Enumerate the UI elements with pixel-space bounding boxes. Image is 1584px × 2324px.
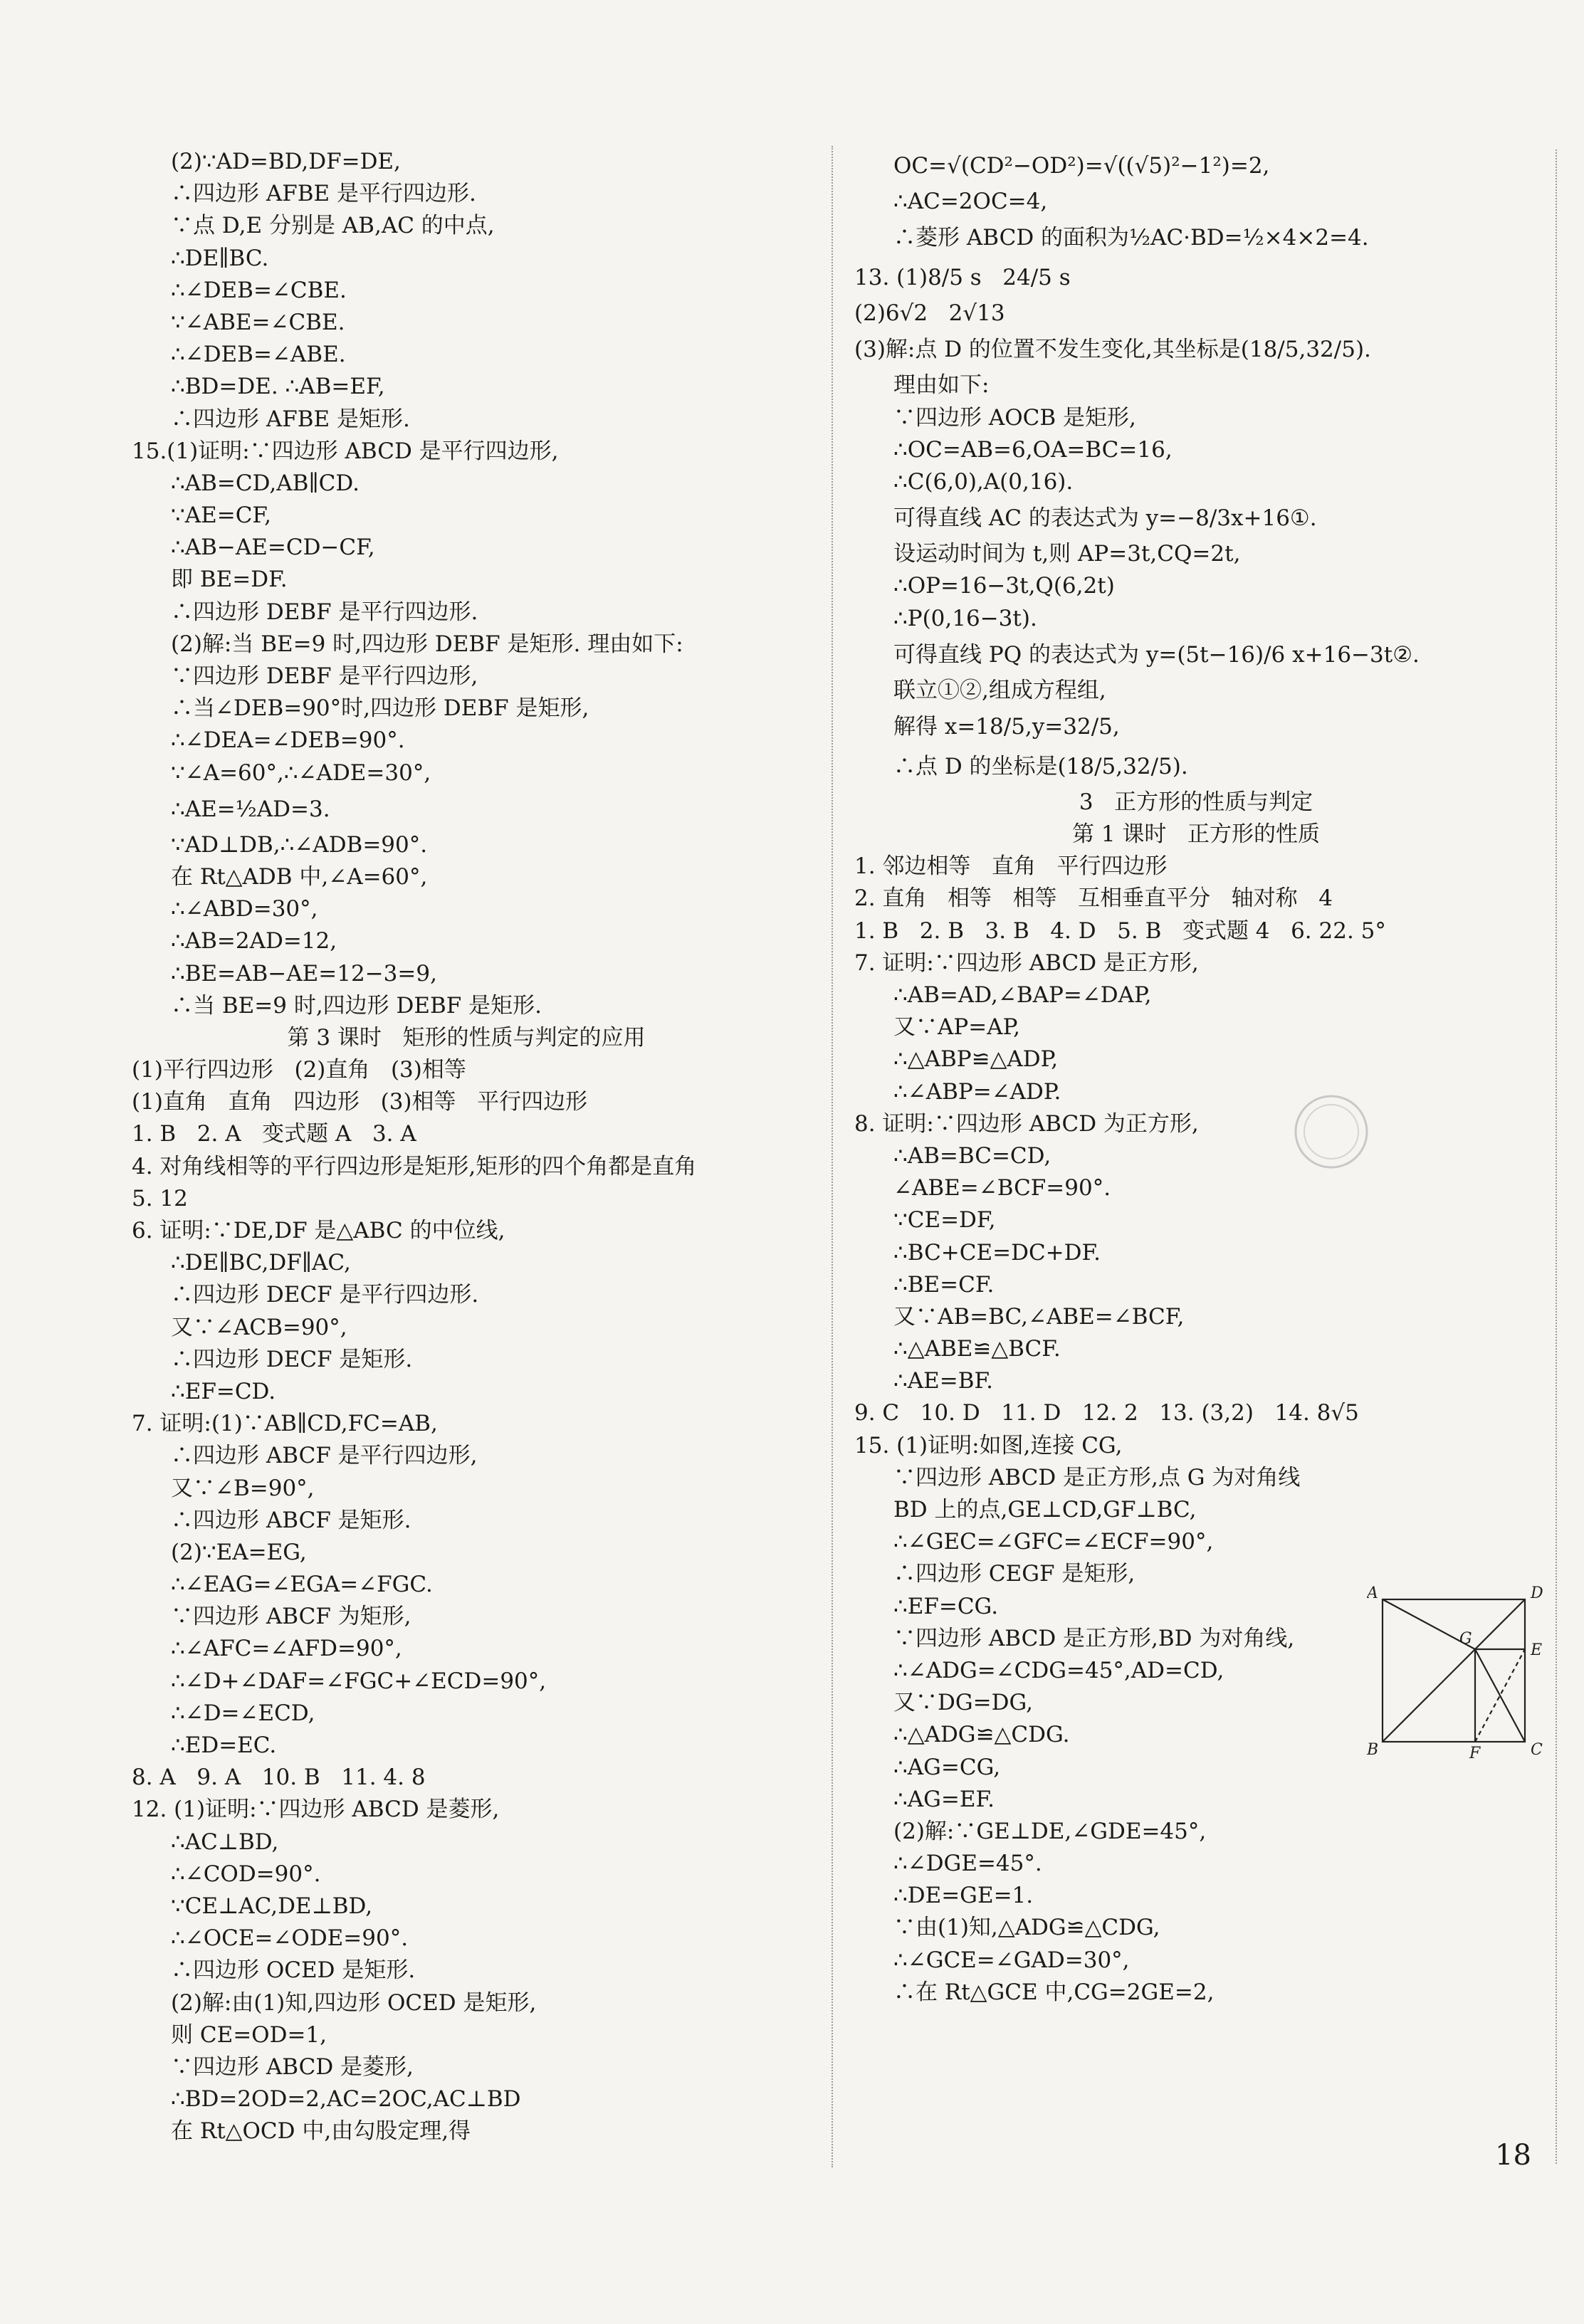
text-line: ∴BD=2OD=2,AC=2OC,AC⊥BD <box>171 2086 521 2113</box>
text-line: ∴AC=2OC=4, <box>893 189 1048 214</box>
text-line: ∴AE=½AD=3. <box>171 796 330 822</box>
text-line: ∴四边形 AFBE 是矩形. <box>171 406 410 432</box>
text-line: (2)解:∵GE⊥DE,∠GDE=45°, <box>893 1818 1207 1844</box>
text-line: ∴四边形 DECF 是矩形. <box>171 1346 413 1372</box>
text-line: ∴AB=BC=CD, <box>893 1142 1051 1169</box>
text-line: ∴BC+CE=DC+DF. <box>893 1239 1101 1266</box>
text-line: 在 Rt△ADB 中,∠A=60°, <box>171 863 428 890</box>
text-line: ∴四边形 ABCF 是平行四边形, <box>171 1443 478 1469</box>
square-geometry-figure <box>1367 1584 1545 1758</box>
text-line: (2)∵EA=EG, <box>171 1539 307 1565</box>
text-line: ∴AB=AD,∠BAP=∠DAP, <box>893 982 1152 1008</box>
text-line: ∴当∠DEB=90°时,四边形 DEBF 是矩形, <box>171 695 589 722</box>
text-line: 即 BE=DF. <box>171 567 288 593</box>
text-line: ∵四边形 ABCD 是菱形, <box>171 2054 414 2080</box>
text-line: ∵∠ABE=∠CBE. <box>171 309 345 335</box>
text-line: ∵四边形 DEBF 是平行四边形, <box>171 663 478 689</box>
text-line: 解得 x=18/5,y=32/5, <box>893 713 1120 740</box>
text-line: ∵四边形 ABCF 为矩形, <box>171 1604 411 1630</box>
text-line: (3)解:点 D 的位置不发生变化,其坐标是(18/5,32/5). <box>854 337 1371 363</box>
text-line: ∴AG=EF. <box>893 1786 995 1812</box>
text-line: 15.(1)证明:∵四边形 ABCD 是平行四边形, <box>132 438 559 464</box>
text-line: ∵AD⊥DB,∴∠ADB=90°. <box>171 831 428 858</box>
column-divider <box>832 146 833 2167</box>
text-line: ∴DE∥BC,DF∥AC, <box>171 1250 351 1276</box>
text-line: ∴P(0,16−3t). <box>893 605 1037 631</box>
text-line: ∴四边形 DECF 是平行四边形. <box>171 1282 479 1308</box>
text-line: ∴△ADG≌△CDG. <box>893 1722 1070 1748</box>
label-d: D <box>1531 1584 1543 1602</box>
right-edge-divider <box>1556 149 1557 2164</box>
text-line: ∴∠ABP=∠ADP. <box>893 1078 1061 1105</box>
text-line: ∴DE=GE=1. <box>893 1883 1034 1909</box>
text-line: ∴C(6,0),A(0,16). <box>893 468 1074 495</box>
text-line: 又∵∠ACB=90°, <box>171 1314 347 1340</box>
text-line: 又∵AB=BC,∠ABE=∠BCF, <box>893 1303 1185 1330</box>
text-line: ∴∠DEB=∠ABE. <box>171 342 346 368</box>
label-f: F <box>1469 1745 1481 1758</box>
text-line: 设运动时间为 t,则 AP=3t,CQ=2t, <box>893 541 1241 567</box>
text-line: ∴四边形 AFBE 是平行四边形. <box>171 181 476 207</box>
text-line: (1)直角 直角 四边形 (3)相等 平行四边形 <box>132 1089 588 1115</box>
text-line: ∴EF=CD. <box>171 1378 276 1404</box>
text-line: ∴ED=EC. <box>171 1733 277 1758</box>
text-line: 则 CE=OD=1, <box>171 2021 327 2048</box>
text-line: ∴四边形 OCED 是矩形. <box>171 1957 416 1984</box>
text-line: ∴AE=BF. <box>893 1368 994 1394</box>
text-line: 6. 证明:∵DE,DF 是△ABC 的中位线, <box>132 1218 505 1244</box>
text-line: ∴∠ADG=∠CDG=45°,AD=CD, <box>893 1657 1224 1683</box>
text-line: 可得直线 AC 的表达式为 y=−8/3x+16①. <box>893 505 1317 532</box>
text-line: ∴在 Rt△GCE 中,CG=2GE=2, <box>893 1979 1215 2005</box>
text-line: ∴∠AFC=∠AFD=90°, <box>171 1636 402 1662</box>
text-line: 可得直线 PQ 的表达式为 y=(5t−16)/6 x+16−3t②. <box>893 641 1420 668</box>
text-line: ∴∠DEA=∠DEB=90°. <box>171 727 405 754</box>
text-line: 理由如下: <box>893 372 990 399</box>
text-line: 在 Rt△OCD 中,由勾股定理,得 <box>171 2118 471 2145</box>
text-line: 15. (1)证明:如图,连接 CG, <box>854 1432 1123 1458</box>
text-line: 8. 证明:∵四边形 ABCD 为正方形, <box>854 1110 1199 1137</box>
text-line: ∴BD=DE. ∴AB=EF, <box>171 374 385 400</box>
text-line: 1. B 2. A 变式题 A 3. A <box>132 1121 416 1147</box>
text-line: ∵CE⊥AC,DE⊥BD, <box>171 1893 373 1919</box>
text-line: ∴∠EAG=∠EGA=∠FGC. <box>171 1572 433 1598</box>
text-line: ∴AB=2AD=12, <box>171 928 337 955</box>
text-line: ∴四边形 CEGF 是矩形, <box>893 1561 1135 1587</box>
text-line: ∴∠D+∠DAF=∠FGC+∠ECD=90°, <box>171 1668 547 1694</box>
text-line: 12. (1)证明:∵四边形 ABCD 是菱形, <box>132 1797 500 1823</box>
text-line: ∵点 D,E 分别是 AB,AC 的中点, <box>171 213 495 239</box>
text-line: 1. B 2. B 3. B 4. D 5. B 变式题 4 6. 22. 5° <box>854 917 1386 944</box>
text-line: 又∵∠B=90°, <box>171 1475 315 1501</box>
text-line: 4. 对角线相等的平行四边形是矩形,矩形的四个角都是直角 <box>132 1153 697 1179</box>
text-line: ∴菱形 ABCD 的面积为½AC·BD=½×4×2=4. <box>893 225 1369 251</box>
text-line: ∴AG=CG, <box>893 1754 1001 1780</box>
text-line: ∴∠D=∠ECD, <box>171 1700 315 1726</box>
text-line: 联立①②,组成方程组, <box>893 677 1106 703</box>
text-line: ∴AB=CD,AB∥CD. <box>171 470 360 496</box>
text-line: (2)解:当 BE=9 时,四边形 DEBF 是矩形. 理由如下: <box>171 631 683 657</box>
text-line: 7. 证明:(1)∵AB∥CD,FC=AB, <box>132 1411 438 1437</box>
text-line: 第 1 课时 正方形的性质 <box>1072 821 1320 848</box>
text-line: 7. 证明:∵四边形 ABCD 是正方形, <box>854 950 1199 976</box>
text-line: ∴BE=AB−AE=12−3=9, <box>171 960 437 987</box>
page-number: 18 <box>1495 2139 1531 2172</box>
text-line: ∴EF=CG. <box>893 1593 999 1619</box>
text-line: ∴AC⊥BD, <box>171 1829 279 1855</box>
text-line: BD 上的点,GE⊥CD,GF⊥BC, <box>893 1497 1197 1523</box>
text-line: ∴OP=16−3t,Q(6,2t) <box>893 573 1115 599</box>
diagonal-bd <box>1383 1599 1525 1742</box>
text-line: ∴∠ABD=30°, <box>171 896 318 922</box>
stamp-watermark <box>1289 1089 1374 1174</box>
text-line: ∴DE∥BC. <box>171 245 269 271</box>
text-line: ∠ABE=∠BCF=90°. <box>893 1175 1111 1202</box>
label-c: C <box>1531 1741 1543 1758</box>
text-line: 5. 12 <box>132 1185 188 1211</box>
text-line: (2)6√2 2√13 <box>854 300 1005 327</box>
text-line: ∵∠A=60°,∴∠ADE=30°, <box>171 759 431 786</box>
text-line: 8. A 9. A 10. B 11. 4. 8 <box>132 1765 426 1791</box>
text-line: ∴△ABE≌△BCF. <box>893 1336 1061 1362</box>
text-line: 又∵AP=AP, <box>893 1014 1021 1041</box>
text-line: ∴四边形 ABCF 是矩形. <box>171 1507 411 1533</box>
text-line: ∵AE=CF, <box>171 503 271 529</box>
text-line: ∴∠GCE=∠GAD=30°, <box>893 1947 1130 1973</box>
text-line: 1. 邻边相等 直角 平行四边形 <box>854 853 1168 880</box>
label-a: A <box>1367 1584 1378 1602</box>
label-g: G <box>1459 1630 1472 1648</box>
text-line: ∵四边形 ABCD 是正方形,点 G 为对角线 <box>893 1464 1301 1490</box>
text-line: ∴△ABP≌△ADP, <box>893 1046 1059 1073</box>
text-line: ∵四边形 ABCD 是正方形,BD 为对角线, <box>893 1625 1295 1651</box>
text-line: (1)平行四边形 (2)直角 (3)相等 <box>132 1057 466 1083</box>
text-line: ∴∠DEB=∠CBE. <box>171 277 347 303</box>
label-b: B <box>1367 1741 1379 1758</box>
text-line: ∴∠GEC=∠GFC=∠ECF=90°, <box>893 1529 1214 1555</box>
text-line: ∵CE=DF, <box>893 1207 996 1234</box>
text-line: ∵四边形 AOCB 是矩形, <box>893 404 1136 431</box>
text-line: ∴∠COD=90°. <box>171 1861 321 1887</box>
text-line: 3 正方形的性质与判定 <box>1079 789 1313 815</box>
text-line: (2)解:由(1)知,四边形 OCED 是矩形, <box>171 1989 537 2016</box>
text-line: ∴∠DGE=45°. <box>893 1851 1042 1877</box>
text-line: 9. C 10. D 11. D 12. 2 13. (3,2) 14. 8√5 <box>854 1400 1359 1426</box>
label-e: E <box>1531 1641 1543 1659</box>
text-line: ∴∠OCE=∠ODE=90°. <box>171 1925 409 1952</box>
text-line: ∴点 D 的坐标是(18/5,32/5). <box>893 753 1188 779</box>
text-line: ∴OC=AB=6,OA=BC=16, <box>893 436 1173 463</box>
text-line: 第 3 课时 矩形的性质与判定的应用 <box>287 1024 646 1051</box>
text-line: ∴四边形 DEBF 是平行四边形. <box>171 599 478 625</box>
text-line: ∴AB−AE=CD−CF, <box>171 535 375 561</box>
text-line: OC=√(CD²−OD²)=√((√5)²−1²)=2, <box>893 153 1270 179</box>
text-line: 又∵DG=DG, <box>893 1690 1033 1716</box>
text-line: ∵由(1)知,△ADG≌△CDG, <box>893 1915 1160 1941</box>
text-line: ∴BE=CF. <box>893 1271 995 1298</box>
text-line: 2. 直角 相等 相等 互相垂直平分 轴对称 4 <box>854 885 1333 912</box>
left-column <box>132 146 801 2147</box>
text-line: (2)∵AD=BD,DF=DE, <box>171 149 401 174</box>
text-line: 13. (1)8/5 s 24/5 s <box>854 265 1071 291</box>
text-line: ∴当 BE=9 时,四边形 DEBF 是矩形. <box>171 992 542 1019</box>
